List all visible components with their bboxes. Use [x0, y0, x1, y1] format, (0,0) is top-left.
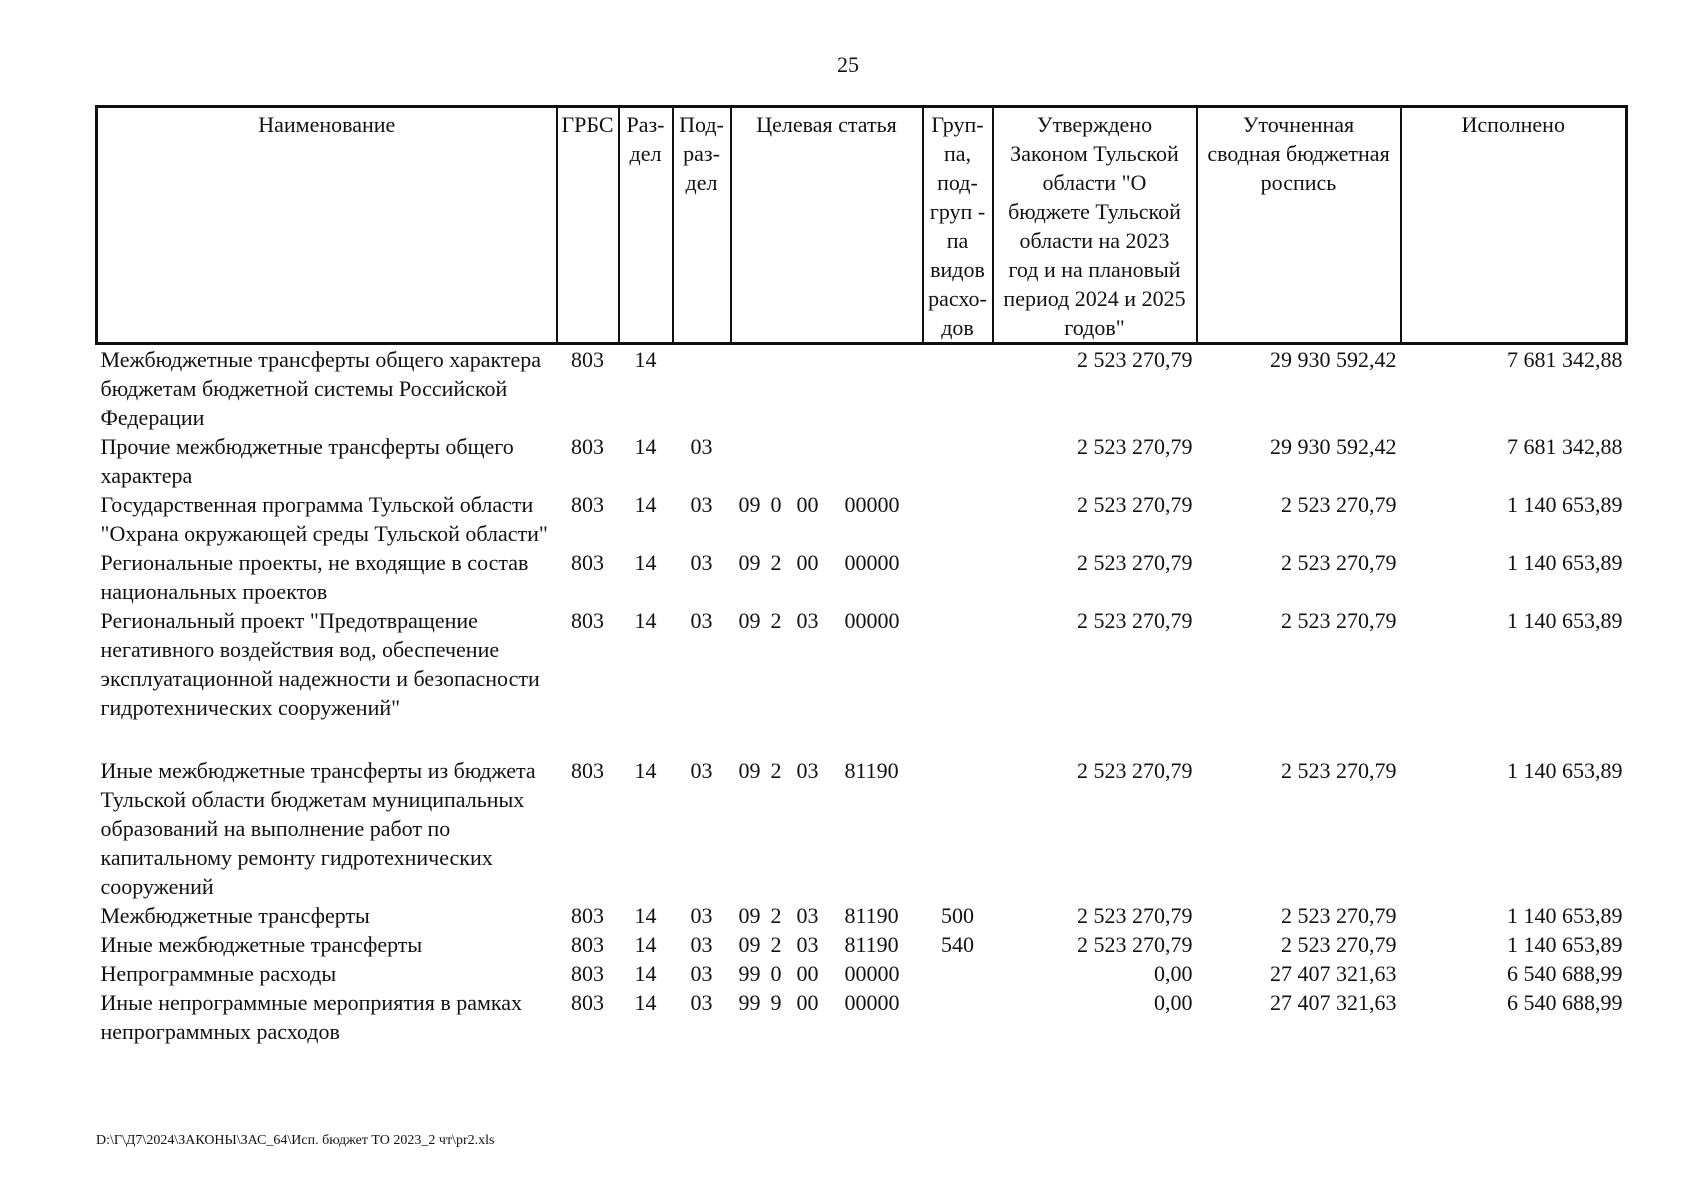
- row-group: [923, 344, 993, 433]
- row-refined: 29 930 592,42: [1270, 434, 1397, 459]
- row-refined: 2 523 270,79: [1281, 758, 1397, 783]
- row-executed: 1 140 653,89: [1507, 903, 1623, 928]
- target-direction: 00000: [844, 961, 900, 986]
- row-approved: 2 523 270,79: [1077, 434, 1193, 459]
- header-refined: Уточненная сводная бюджетная роспись: [1197, 107, 1401, 344]
- table-row: [97, 432, 1627, 490]
- target-subprogram: 2: [770, 903, 782, 928]
- row-target-article: [731, 930, 923, 959]
- row-approved: 2 523 270,79: [1077, 347, 1193, 372]
- row-razdel: 14: [634, 932, 657, 957]
- row-target-article: [731, 490, 923, 548]
- row-razdel: 14: [634, 550, 657, 575]
- target-subprogram: 9: [770, 990, 782, 1015]
- row-target-article: [731, 548, 923, 606]
- row-approved: 2 523 270,79: [1077, 932, 1193, 957]
- target-event: 00: [796, 961, 819, 986]
- row-razdel: 14: [634, 903, 657, 928]
- target-direction: 81190: [844, 932, 899, 957]
- row-target-article: [731, 432, 923, 490]
- target-program: 09: [738, 492, 761, 517]
- spacer-row: [97, 722, 1627, 756]
- target-direction: 81190: [844, 758, 899, 783]
- header-grbs: ГРБС: [557, 107, 619, 344]
- row-name: Региональные проекты, не входящие в состав национальных проектов: [100, 550, 529, 604]
- table-row: [97, 344, 1627, 433]
- row-podrazdel: 03: [690, 903, 713, 928]
- row-group: [923, 432, 993, 490]
- target-subprogram: 0: [770, 492, 782, 517]
- row-name: Региональный проект "Предотвращение негативного воздействия вод, обеспечение эксплуатационной надежности и безопасности гидротехнических сооружений": [100, 608, 540, 720]
- row-approved: 0,00: [1154, 990, 1193, 1015]
- row-approved: 2 523 270,79: [1077, 492, 1193, 517]
- row-group: [923, 606, 993, 722]
- row-grbs: 803: [571, 932, 604, 957]
- target-event: 03: [796, 903, 819, 928]
- header-razdel: Раз- дел: [619, 107, 673, 344]
- row-approved: 0,00: [1154, 961, 1193, 986]
- target-direction: 00000: [844, 550, 900, 575]
- row-grbs: 803: [571, 550, 604, 575]
- target-event: 00: [796, 492, 819, 517]
- row-podrazdel: 03: [690, 550, 713, 575]
- table-row: [97, 490, 1627, 548]
- target-program: 09: [738, 608, 761, 633]
- target-event: 03: [796, 932, 819, 957]
- row-grbs: 803: [571, 608, 604, 633]
- header-podrazdel: Под- раз- дел: [673, 107, 731, 344]
- row-grbs: 803: [571, 434, 604, 459]
- row-executed: 1 140 653,89: [1507, 932, 1623, 957]
- row-refined: 2 523 270,79: [1281, 932, 1397, 957]
- row-refined: 2 523 270,79: [1281, 608, 1397, 633]
- row-grbs: 803: [571, 961, 604, 986]
- row-name: Прочие межбюджетные трансферты общего характера: [100, 434, 514, 488]
- row-approved: 2 523 270,79: [1077, 758, 1193, 783]
- row-grbs: 803: [571, 903, 604, 928]
- row-podrazdel: 03: [690, 932, 713, 957]
- row-razdel: 14: [634, 758, 657, 783]
- row-group: [923, 959, 993, 988]
- budget-table: [95, 105, 1628, 1046]
- row-executed: 7 681 342,88: [1507, 347, 1623, 372]
- row-podrazdel: [673, 344, 731, 433]
- row-executed: 1 140 653,89: [1507, 550, 1623, 575]
- row-podrazdel: 03: [690, 608, 713, 633]
- row-group: 540: [941, 932, 974, 957]
- row-refined: 2 523 270,79: [1281, 550, 1397, 575]
- target-event: 00: [796, 990, 819, 1015]
- row-razdel: 14: [634, 347, 657, 372]
- row-approved: 2 523 270,79: [1077, 550, 1193, 575]
- target-event: 03: [796, 608, 819, 633]
- row-refined: 27 407 321,63: [1270, 961, 1397, 986]
- row-name: Иные межбюджетные трансферты из бюджета Тульской области бюджетам муниципальных образований на выполнение работ по капитальному ремонту гидротехнических сооружений: [100, 758, 536, 899]
- row-target-article: [731, 344, 923, 433]
- table-header-row: [97, 107, 1627, 344]
- row-group: [923, 756, 993, 901]
- row-refined: 2 523 270,79: [1281, 903, 1397, 928]
- header-expense-group: Груп- па, под- груп - па видов расхо- дов: [923, 107, 993, 344]
- row-grbs: 803: [571, 347, 604, 372]
- row-group: [923, 988, 993, 1046]
- header-target-article: Целевая статья: [731, 107, 923, 344]
- row-grbs: 803: [571, 492, 604, 517]
- row-razdel: 14: [634, 961, 657, 986]
- target-program: 09: [738, 758, 761, 783]
- target-event: 00: [796, 550, 819, 575]
- row-executed: 6 540 688,99: [1507, 961, 1623, 986]
- row-name: Иные межбюджетные трансферты: [100, 932, 423, 957]
- target-program: 09: [738, 932, 761, 957]
- row-target-article: [731, 901, 923, 930]
- table-row: [97, 606, 1627, 722]
- target-program: 99: [738, 990, 761, 1015]
- row-name: Межбюджетные трансферты: [100, 903, 370, 928]
- target-direction: 00000: [844, 608, 900, 633]
- row-refined: 29 930 592,42: [1270, 347, 1397, 372]
- row-refined: 2 523 270,79: [1281, 492, 1397, 517]
- row-podrazdel: 03: [690, 492, 713, 517]
- row-group: [923, 490, 993, 548]
- row-executed: 6 540 688,99: [1507, 990, 1623, 1015]
- row-executed: 1 140 653,89: [1507, 492, 1623, 517]
- row-grbs: 803: [571, 758, 604, 783]
- target-subprogram: 2: [770, 932, 782, 957]
- row-executed: 1 140 653,89: [1507, 608, 1623, 633]
- row-razdel: 14: [634, 492, 657, 517]
- row-podrazdel: 03: [690, 758, 713, 783]
- row-target-article: [731, 606, 923, 722]
- target-program: 09: [738, 903, 761, 928]
- row-target-article: [731, 756, 923, 901]
- row-podrazdel: 03: [690, 990, 713, 1015]
- row-approved: 2 523 270,79: [1077, 608, 1193, 633]
- target-subprogram: 2: [770, 758, 782, 783]
- row-podrazdel: 03: [690, 434, 713, 459]
- table-row: [97, 930, 1627, 959]
- header-approved: Утверждено Законом Тульской области "О бюджете Тульской области на 2023 год и на плановый период 2024 и 2025 годов": [993, 107, 1197, 344]
- target-subprogram: 2: [770, 608, 782, 633]
- row-target-article: [731, 988, 923, 1046]
- row-target-article: [731, 959, 923, 988]
- page-number: 25: [837, 52, 859, 77]
- target-subprogram: 2: [770, 550, 782, 575]
- row-executed: 7 681 342,88: [1507, 434, 1623, 459]
- target-direction: 81190: [844, 903, 899, 928]
- row-podrazdel: 03: [690, 961, 713, 986]
- table-row: [97, 988, 1627, 1046]
- row-approved: 2 523 270,79: [1077, 903, 1193, 928]
- target-event: 03: [796, 758, 819, 783]
- row-razdel: 14: [634, 434, 657, 459]
- target-program: 99: [738, 961, 761, 986]
- target-direction: 00000: [844, 492, 900, 517]
- table-row: [97, 901, 1627, 930]
- table-row: [97, 548, 1627, 606]
- header-name: Наименование: [97, 107, 557, 344]
- header-executed: Исполнено: [1401, 107, 1627, 344]
- row-group: [923, 548, 993, 606]
- row-razdel: 14: [634, 608, 657, 633]
- row-name: Межбюджетные трансферты общего характера бюджетам бюджетной системы Российской Федерации: [100, 347, 541, 430]
- row-name: Непрограммные расходы: [100, 961, 337, 986]
- target-subprogram: 0: [770, 961, 782, 986]
- file-path-footer: D:\Г\Д7\2024\ЗАКОНЫ\ЗАС_64\Исп. бюджет ТО 2023_2 чт\pr2.xls: [96, 1133, 495, 1148]
- table-row: [97, 756, 1627, 901]
- target-program: 09: [738, 550, 761, 575]
- target-direction: 00000: [844, 990, 900, 1015]
- row-refined: 27 407 321,63: [1270, 990, 1397, 1015]
- table-row: [97, 959, 1627, 988]
- row-razdel: 14: [634, 990, 657, 1015]
- row-grbs: 803: [571, 990, 604, 1015]
- row-group: 500: [941, 903, 974, 928]
- row-name: Иные непрограммные мероприятия в рамках непрограммных расходов: [100, 990, 523, 1044]
- row-name: Государственная программа Тульской области "Охрана окружающей среды Тульской области": [100, 492, 548, 546]
- row-executed: 1 140 653,89: [1507, 758, 1623, 783]
